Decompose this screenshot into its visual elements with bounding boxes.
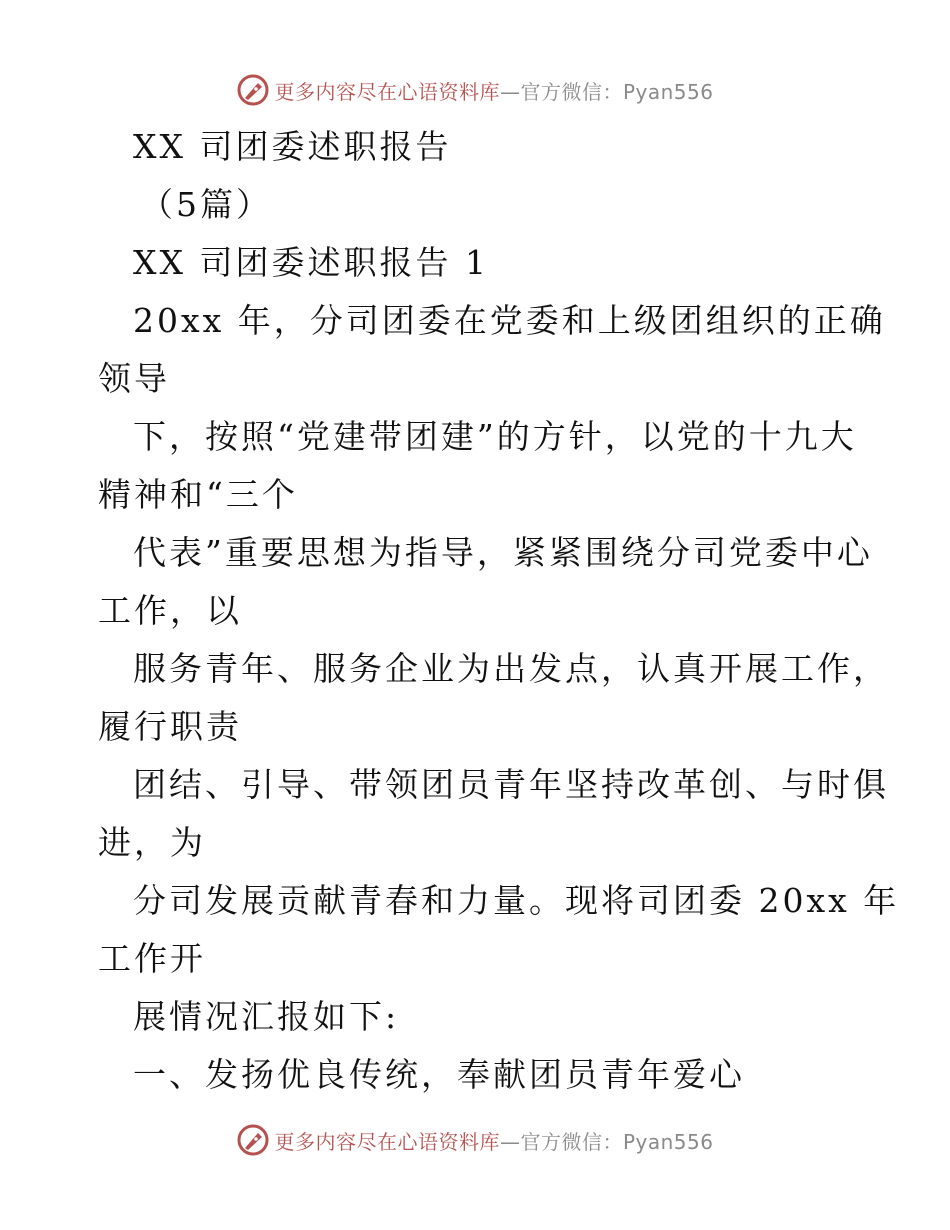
paragraph-line: 下，按照“党建带团建”的方针，以党的十九大 — [133, 417, 857, 456]
footer-watermark — [0, 1120, 950, 1160]
watermark-main-text: 更多内容尽在心语资料库 — [274, 79, 500, 104]
document-subtitle: （5篇） — [140, 185, 272, 224]
watermark-main-text: 更多内容尽在心语资料库 — [274, 1129, 500, 1154]
header-watermark — [0, 70, 950, 110]
section-heading: XX 司团委述职报告 1 — [133, 243, 489, 282]
pen-nib-logo-icon — [236, 1123, 270, 1157]
watermark-wechat-text: 官方微信：Pyan556 — [520, 1129, 714, 1154]
pen-nib-logo-icon — [236, 73, 270, 107]
watermark-dash: — — [499, 79, 521, 104]
paragraph-line: 领导 — [98, 359, 170, 398]
document-title: XX 司团委述职报告 — [133, 127, 452, 166]
paragraph-line: 分司发展贡献青春和力量。现将司团委 20xx 年 — [133, 881, 900, 920]
paragraph-line: 工作，以 — [98, 591, 242, 630]
watermark-dash: — — [499, 1129, 521, 1154]
paragraph-line: 履行职责 — [98, 707, 242, 746]
paragraph-line: 代表”重要思想为指导，紧紧围绕分司党委中心 — [133, 533, 873, 572]
paragraph-line: 进，为 — [98, 823, 206, 862]
paragraph-line: 团结、引导、带领团员青年坚持改革创、与时俱 — [133, 765, 889, 804]
paragraph-line: 工作开 — [98, 939, 206, 978]
paragraph-line: 20xx 年，分司团委在党委和上级团组织的正确 — [133, 301, 886, 340]
watermark-wechat-text: 官方微信：Pyan556 — [520, 79, 714, 104]
section-heading: 一、发扬优良传统，奉献团员青年爱心 — [133, 1055, 745, 1094]
paragraph-line: 展情况汇报如下: — [133, 997, 400, 1036]
watermark-text — [274, 76, 713, 105]
paragraph-line: 精神和“三个 — [98, 475, 298, 514]
paragraph-line: 服务青年、服务企业为出发点，认真开展工作， — [133, 649, 889, 688]
watermark-text — [274, 1126, 713, 1155]
